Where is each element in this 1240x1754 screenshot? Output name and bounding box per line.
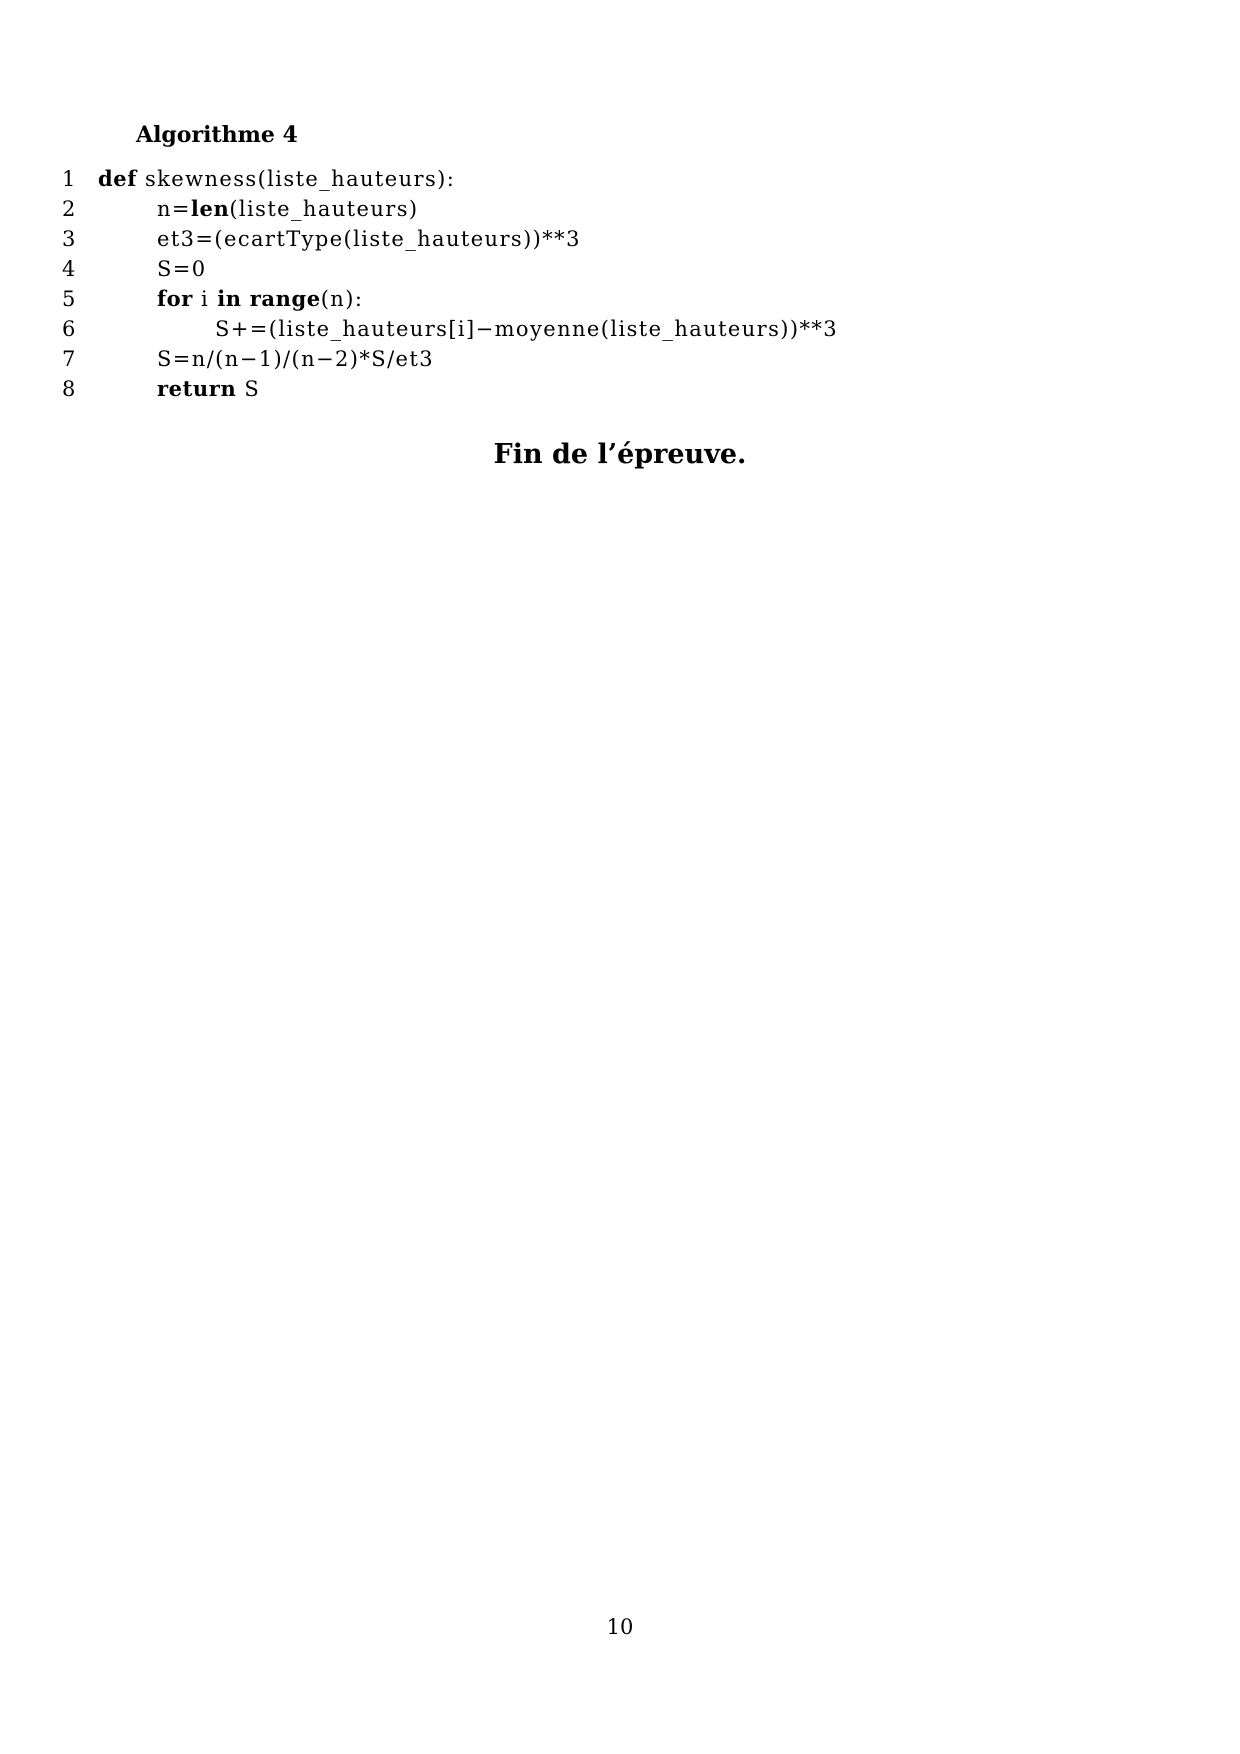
code-keyword: return — [157, 376, 237, 401]
line-number: 4 — [62, 257, 76, 281]
code-text: skewness(liste_hauteurs): — [136, 167, 456, 191]
line-code — [157, 224, 581, 254]
code-text: S=0 — [157, 257, 207, 281]
code-line — [0, 284, 1240, 314]
code-text: i — [192, 287, 218, 311]
code-text: n= — [157, 197, 191, 221]
code-line — [0, 164, 1240, 194]
code-text — [242, 287, 250, 311]
code-line — [0, 254, 1240, 284]
line-number: 5 — [62, 287, 76, 311]
line-code — [157, 374, 260, 404]
code-text: (liste_hauteurs) — [229, 197, 419, 221]
line-number: 1 — [62, 167, 76, 191]
algorithm-title: Algorithme 4 — [136, 122, 298, 148]
code-line — [0, 194, 1240, 224]
code-keyword: len — [190, 196, 230, 221]
code-listing — [0, 164, 1240, 404]
line-number: 2 — [62, 197, 76, 221]
line-number: 6 — [62, 317, 76, 341]
code-text: S — [236, 377, 261, 401]
line-number: 7 — [62, 347, 76, 371]
code-text: (n): — [320, 287, 364, 311]
code-keyword: range — [249, 286, 321, 311]
code-text: S=n/(n−1)/(n−2)*S/et3 — [157, 347, 434, 371]
code-keyword: for — [157, 286, 193, 311]
code-line — [0, 224, 1240, 254]
line-code — [157, 194, 418, 224]
code-line — [0, 344, 1240, 374]
code-keyword: def — [98, 166, 137, 191]
line-number: 3 — [62, 227, 76, 251]
code-line — [0, 374, 1240, 404]
line-code — [157, 344, 434, 374]
code-line — [0, 314, 1240, 344]
line-code — [157, 284, 363, 314]
page-number: 10 — [606, 1615, 634, 1639]
line-code — [157, 254, 207, 284]
line-number: 8 — [62, 377, 76, 401]
code-text: et3=(ecartType(liste_hauteurs))**3 — [157, 227, 581, 251]
code-keyword: in — [217, 286, 242, 311]
end-of-exam-title: Fin de l’épreuve. — [493, 439, 747, 470]
code-text: S+=(liste_hauteurs[i]−moyenne(liste_hauteurs))**3 — [215, 317, 839, 341]
line-code — [215, 314, 838, 344]
line-code — [98, 164, 455, 194]
